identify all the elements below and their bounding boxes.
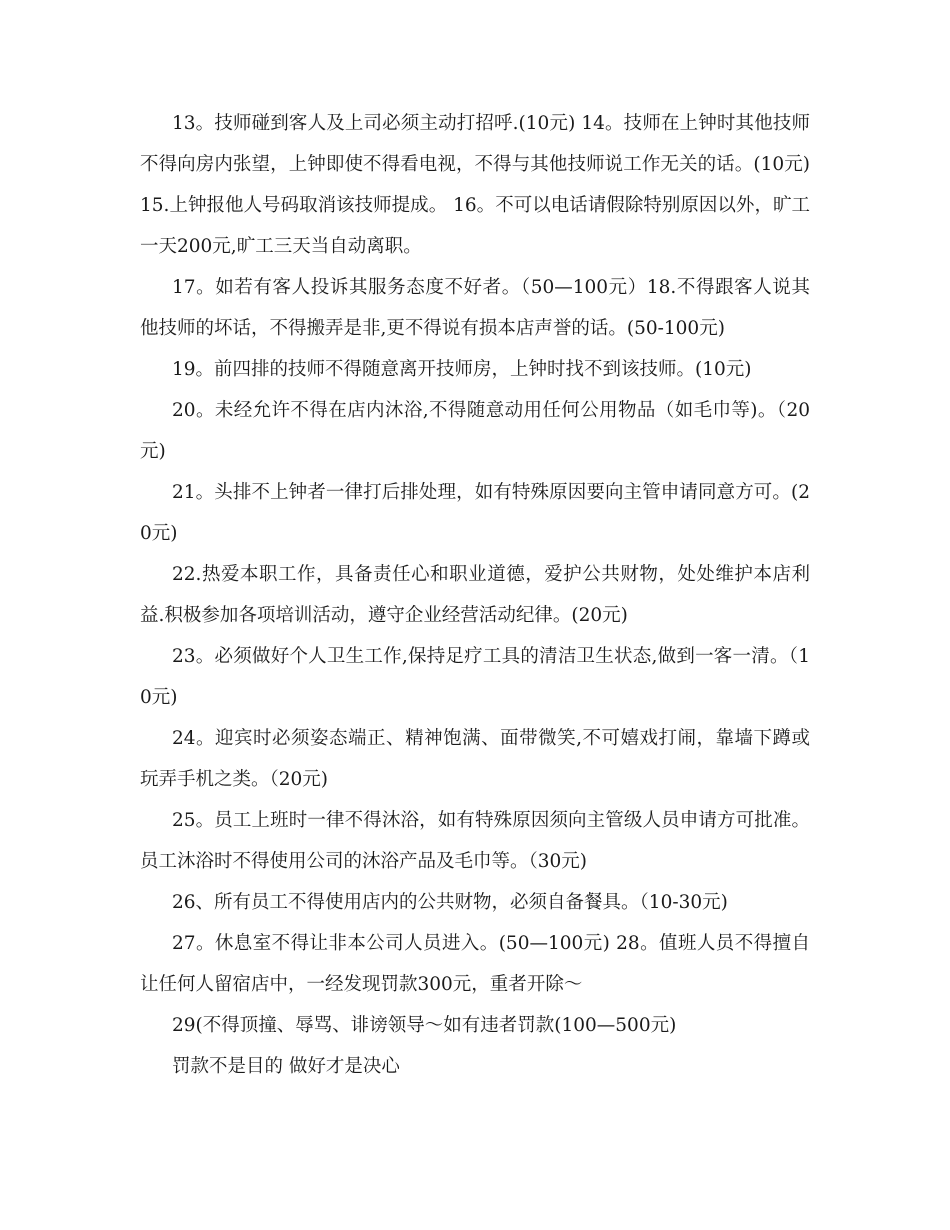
document-body	[140, 103, 810, 1087]
rule-13-16: 13。技师碰到客人及上司必须主动打招呼.(10元) 14。技师在上钟时其他技师不得向房内张望，上钟即使不得看电视，不得与其他技师说工作无关的话。(10元) 15.上钟报他人号码取消该技师提成。 16。不可以电话请假除特别原因以外，旷工一天200元,旷工三天当自动离职。	[140, 113, 810, 257]
rule-26: 26、所有员工不得使用店内的公共财物，必须自备餐具。（10-30元)	[172, 892, 728, 913]
rule-25: 25。员工上班时一律不得沐浴，如有特殊原因须向主管级人员申请方可批准。员工沐浴时不得使用公司的沐浴产品及毛巾等。（30元)	[140, 810, 810, 872]
rule-24: 24。迎宾时必须姿态端正、精神饱满、面带微笑,不可嬉戏打闹，靠墙下蹲或玩弄手机之类。（20元)	[140, 728, 810, 790]
rule-27-28: 27。休息室不得让非本公司人员进入。(50—100元) 28。值班人员不得擅自让任何人留宿店中，一经发现罚款300元，重者开除～	[140, 933, 810, 995]
rule-21: 21。头排不上钟者一律打后排处理，如有特殊原因要向主管申请同意方可。(20元)	[140, 482, 810, 544]
rule-22: 22.热爱本职工作，具备责任心和职业道德，爱护公共财物，处处维护本店利益.积极参加各项培训活动，遵守企业经营活动纪律。(20元)	[140, 564, 810, 626]
rule-20: 20。未经允许不得在店内沐浴,不得随意动用任何公用物品（如毛巾等)。（20元)	[140, 400, 810, 462]
closing-motto: 罚款不是目的 做好才是决心	[172, 1056, 400, 1077]
rule-23: 23。必须做好个人卫生工作,保持足疗工具的清洁卫生状态,做到一客一清。（10元)	[140, 646, 810, 708]
rule-17-18: 17。如若有客人投诉其服务态度不好者。（50—100元）18.不得跟客人说其他技师的坏话，不得搬弄是非,更不得说有损本店声誉的话。(50-100元)	[140, 277, 810, 339]
rule-19: 19。前四排的技师不得随意离开技师房，上钟时找不到该技师。(10元)	[172, 359, 752, 380]
rule-29: 29(不得顶撞、辱骂、诽谤领导～如有违者罚款(100—500元)	[172, 1015, 677, 1036]
